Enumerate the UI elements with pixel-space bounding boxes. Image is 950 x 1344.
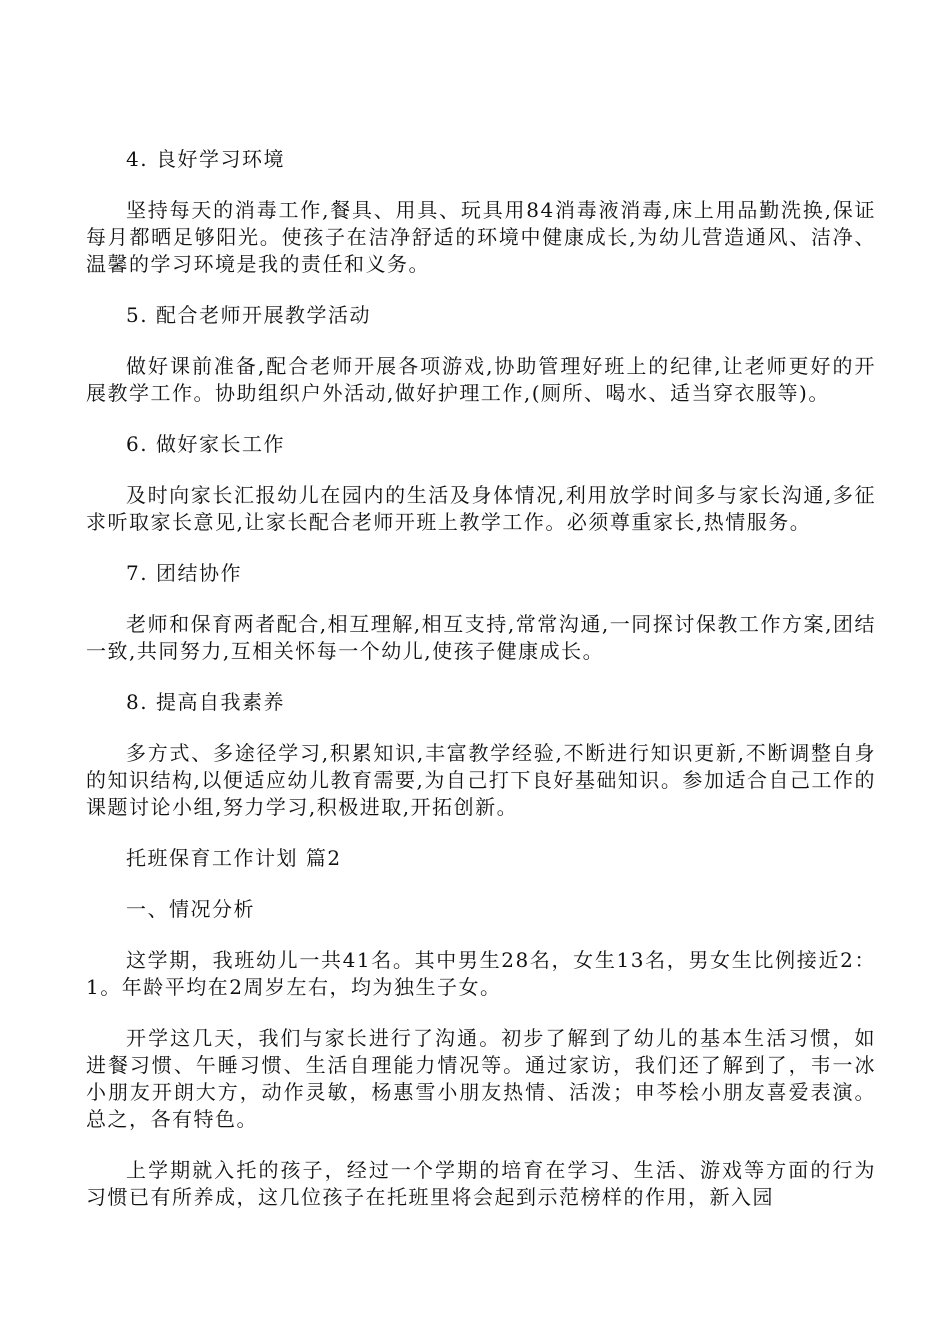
document-body xyxy=(86,146,876,1235)
section-heading-5: 5. 配合老师开展教学活动 xyxy=(126,303,371,327)
paragraph-teamwork: 老师和保育两者配合,相互理解,相互支持,常常沟通,一同探讨保教工作方案,团结一致,共同努力,互相关怀每一个幼儿,使孩子健康成长。 xyxy=(86,612,876,663)
section-heading-7: 7. 团结协作 xyxy=(126,561,242,585)
paragraph-class-statistics: 这学期，我班幼儿一共41名。其中男生28名，女生13名，男女生比例接近2：1。年龄平均在2周岁左右，均为独生子女。 xyxy=(86,948,876,999)
paragraph-parent-communication: 开学这几天，我们与家长进行了沟通。初步了解到了幼儿的基本生活习惯，如进餐习惯、午睡习惯、生活自理能力情况等。通过家访，我们还了解到了，韦一冰小朋友开朗大方，动作灵敏，杨惠雪小朋友热情、活泼；申芩桧小朋友喜爱表演。总之，各有特色。 xyxy=(86,1026,876,1131)
paragraph-parent-work: 及时向家长汇报幼儿在园内的生活及身体情况,利用放学时间多与家长沟通,多征求听取家长意见,让家长配合老师开班上教学工作。必须尊重家长,热情服务。 xyxy=(86,483,876,534)
section-heading-6: 6. 做好家长工作 xyxy=(126,432,285,456)
paragraph-self-improvement: 多方式、多途径学习,积累知识,丰富教学经验,不断进行知识更新,不断调整自身的知识结构,以便适应幼儿教育需要,为自己打下良好基础知识。参加适合自己工作的课题讨论小组,努力学习,积极进取,开拓创新。 xyxy=(86,741,876,819)
section-heading-situation-analysis: 一、情况分析 xyxy=(126,897,255,921)
paragraph-teaching-activities: 做好课前准备,配合老师开展各项游戏,协助管理好班上的纪律,让老师更好的开展教学工作。协助组织户外活动,做好护理工作,(厕所、喝水、适当穿衣服等)。 xyxy=(86,354,876,405)
section-heading-8: 8. 提高自我素养 xyxy=(126,690,285,714)
section-heading-4: 4. 良好学习环境 xyxy=(126,147,285,171)
plan-title-part-2: 托班保育工作计划 篇2 xyxy=(126,846,342,870)
paragraph-previous-semester: 上学期就入托的孩子，经过一个学期的培育在学习、生活、游戏等方面的行为习惯已有所养成，这几位孩子在托班里将会起到示范榜样的作用，新入园 xyxy=(86,1158,876,1209)
paragraph-learning-environment: 坚持每天的消毒工作,餐具、用具、玩具用84消毒液消毒,床上用品勤洗换,保证每月都晒足够阳光。使孩子在洁净舒适的环境中健康成长,为幼儿营造通风、洁净、温馨的学习环境是我的责任和义务。 xyxy=(86,198,876,276)
